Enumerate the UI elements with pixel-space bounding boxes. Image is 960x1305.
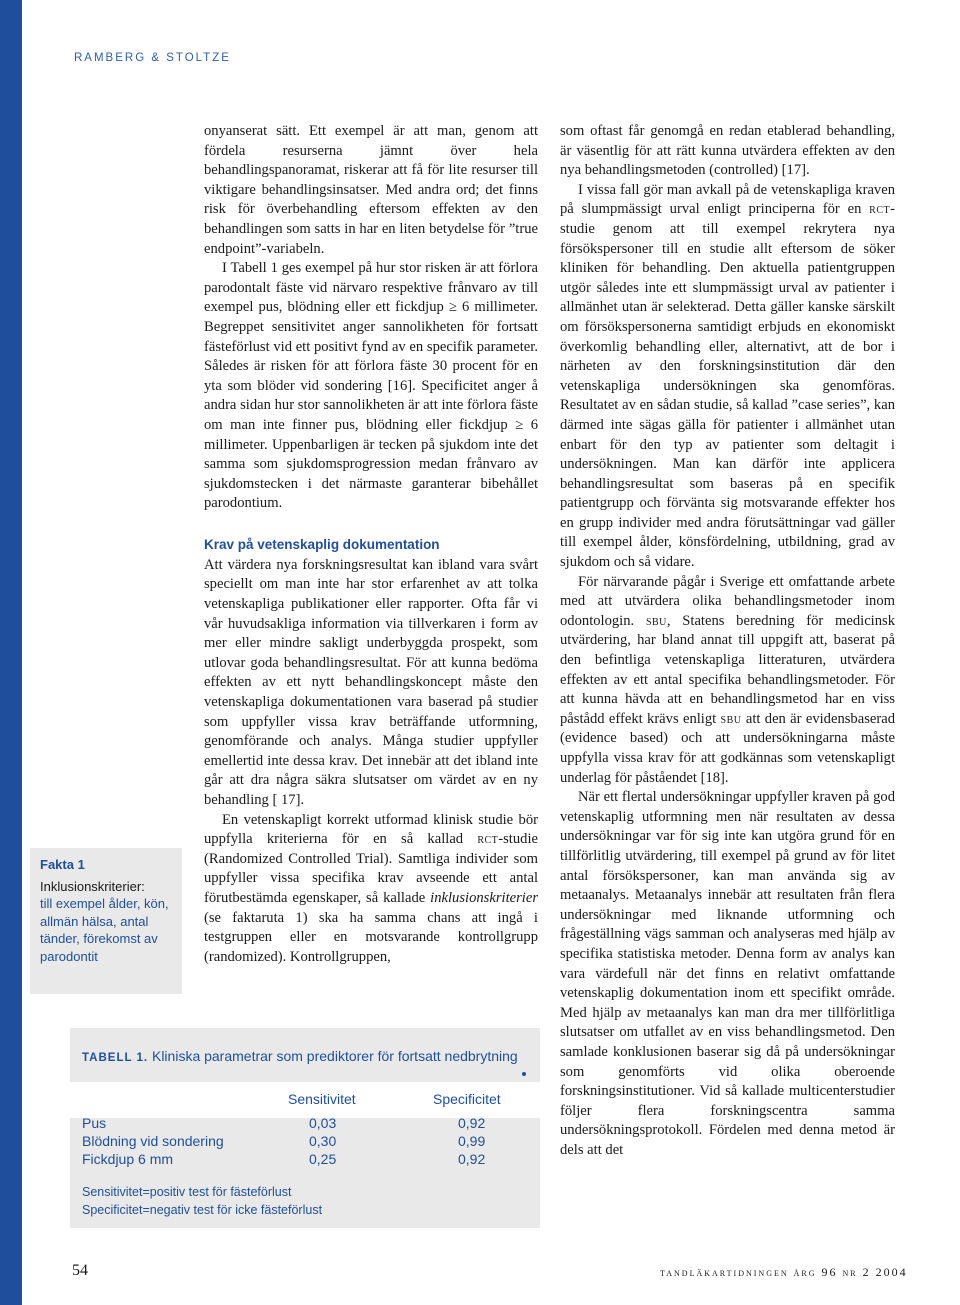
paragraph: onyanserat sätt. Ett exempel är att man, genom att fördela resurserna jämnt över hela behandlingspanoramat, riskerar att få för lite resurser till viktigare behandlingsinsatser. Med andra ord; det finns risk för överbehandling eftersom effekten av den behandlingen som satts in har en liten betydelse för ”true endpoint”-variabeln. [204,123,538,257]
table-row: Pus 0,03 0,92 [82,1115,486,1131]
paragraph: För närvarande pågår i Sverige ett omfattande arbete med att utvärdera olika behandlingsmetoder inom odontologin. sbu, Statens beredning för medicinsk utvärdering, har bland annat till uppgift att, baserat på den befintliga vetenskapliga litteraturen, utvärdera effekten av ett antal specifika behandlingsmetoder. För att kunna hävda att en behandlingsmetod har en viss påstådd effekt krävs enligt sbu att den är evidensbaserad (evidence based) och att undersökningarna måste uppfylla vissa krav för att godkännas som vetenskapligt underlag för påståendet [18]. [560,573,895,786]
fact-box-title: Fakta 1 [40,857,85,872]
blue-spine-bar [0,0,22,1305]
paragraph: Att värdera nya forskningsresultat kan ibland vara svårt speciellt om man inte har stor erfarenhet av att tolka vetenskapliga publikationer eller rapporter. Ofta får vi vår huvudsakliga information via tillverkaren i form av mer eller mindre sakligt underbyggda prospekt, som utlovar goda behandlingsresultat. För att kunna bedöma effekten av ett nytt behandlingskoncept måste den vetenskapliga dokumentationen vara baserad på studier som uppfyller vissa krav beträffande utformning, genomförande och analys. Många studier uppfyller emellertid inte dessa krav. Det innebär att det ibland inte går att dra några säkra slutsatser om värdet av en ny behandling [ 17]. [204,556,538,808]
column-right [560,122,895,1160]
table-footnote: Specificitet=negativ test för icke fästeförlust [82,1203,323,1217]
fact-box-body: till exempel ålder, kön, allmän hälsa, antal tänder, förekomst av parodontit [40,896,169,964]
column-header-sensitivity: Sensitivitet [288,1091,356,1107]
paragraph: I vissa fall gör man avkall på de vetenskapliga kraven på slumpmässigt urval enligt principerna för en rct-studie genom att till exempel rekrytera nya försökspersoner till en studie allt eftersom de söker kliniken för behandling. Den aktuella patientgruppen utgör således inte ett slumpmässigt urval av patienter i allmänhet utan är selekterad. Detta gäller kanske särskilt om försökspersonerna samtidigt erbjuds en ekonomiskt överkomlig behandling eller, alternativt, att de bor i närheten av den forskningsinstitution där den vetenskapliga undersökningen ska genomföras. Resultatet av en sådan studie, så kallad ”case series”, kan därmed inte sägas gälla för patienter i allmänhet utan enbart för den typ av patienter som deltagit i undersökningen. Man kan därför inte applicera behandlingsresultat som baseras på en specifik patientgrupp och förvänta sig motsvarande effekter hos en grupp individer med andra förutsättningar vad gäller till exempel ålder, könsfördelning, utbildning, grad av sjukdom och så vidare. [560,181,895,571]
table-footnote: Sensitivitet=positiv test för fästeförlust [82,1185,292,1199]
paragraph: En vetenskapligt korrekt utformad klinisk studie bör uppfylla kriterierna för en så kallad rct-studie (Randomized Controlled Trial). Samtliga individer som uppfyller vissa specifika krav avseende ett antal förutbestämda egenskaper, så kallade inklusionskriterier (se faktaruta 1) ska ha samma chans att ingå i testgruppen eller en motsvarande kontrollgrupp (randomized). Kontrollgruppen, [204,811,538,965]
paragraph: I Tabell 1 ges exempel på hur stor risken är att förlora parodontalt fäste vid närvaro respektive frånvaro av till exempel pus, blödning eller ett fickdjup ≥ 6 millimeter. Begreppet sensitivitet anger sannolikheten för fortsatt fästeförlust vid ett positivt fynd av en specifik parameter. Således är risken för att förlora fäste 30 procent för en yta som blöder vid sondering [16]. Specificitet anger å andra sidan hur stor sannolikheten är att inte förlora fäste om man inte finner pus, blödning eller fickdjup ≥ 6 millimeter. Uppenbarligen är tecken på sjukdom inte det samma som sjukdomsprogression medan frånvaro av sjukdomstecken i det närmaste garanterar bibehållet parodontium. [204,260,538,512]
table-row: Fickdjup 6 mm 0,25 0,92 [82,1151,486,1167]
table-header [70,1082,540,1118]
journal-footer: tandläkartidningen årg 96 nr 2 2004 [660,1265,908,1279]
fact-box [30,848,182,994]
paragraph: När ett flertal undersökningar uppfyller kraven på god vetenskaplig utformning men när resultaten av dessa undersökningar var för sig inte kan utgöra grund för en tillförlitlig utvärdering, till exempel på grund av för litet antal försökspersoner, kan man använda sig av metaanalys. Metaanalys innebär att resultaten från flera undersökningar med liknande utformning och frågeställning vägs samman och analyseras med hjälp av specifika statistiska metoder. Denna form av analys kan vara värdefull när det finns en relativt omfattande vetenskaplig dokumentation inom ett specifikt område. Med hjälp av metaanalys kan man dra mer tillförlitliga slutsatser om utfallet av en viss behandlingsmetod. Den samlade konklusionen baserar sig då på undersökningar som genomförts vid olika oberoende forskningsinstitutioner. Vid så kallade multicenterstudier följer flera forskningscentra samma undersökningsprotokoll. Fördelen med denna metod är dels att det [560,789,895,1158]
bullet-dot-icon [522,1072,526,1076]
table-caption: TABELL 1. Kliniska parametrar som prediktorer för fortsatt nedbrytning [82,1048,518,1064]
column-header-specificity: Specificitet [433,1091,501,1107]
paragraph: som oftast får genomgå en redan etablerad behandling, är väsentlig för att rätt kunna utvärdera effekten av den nya behandlingsmetoden (controlled) [17]. [560,123,895,179]
running-head: RAMBERG & STOLTZE [74,52,231,64]
column-left [204,122,538,967]
table-row: Blödning vid sondering 0,30 0,99 [82,1133,486,1149]
page-number: 54 [72,1262,88,1279]
fact-box-heading: Inklusionskriterier: [40,878,145,894]
section-heading: Krav på vetenskaplig dokumentation [204,536,440,552]
table-1 [70,1028,540,1228]
